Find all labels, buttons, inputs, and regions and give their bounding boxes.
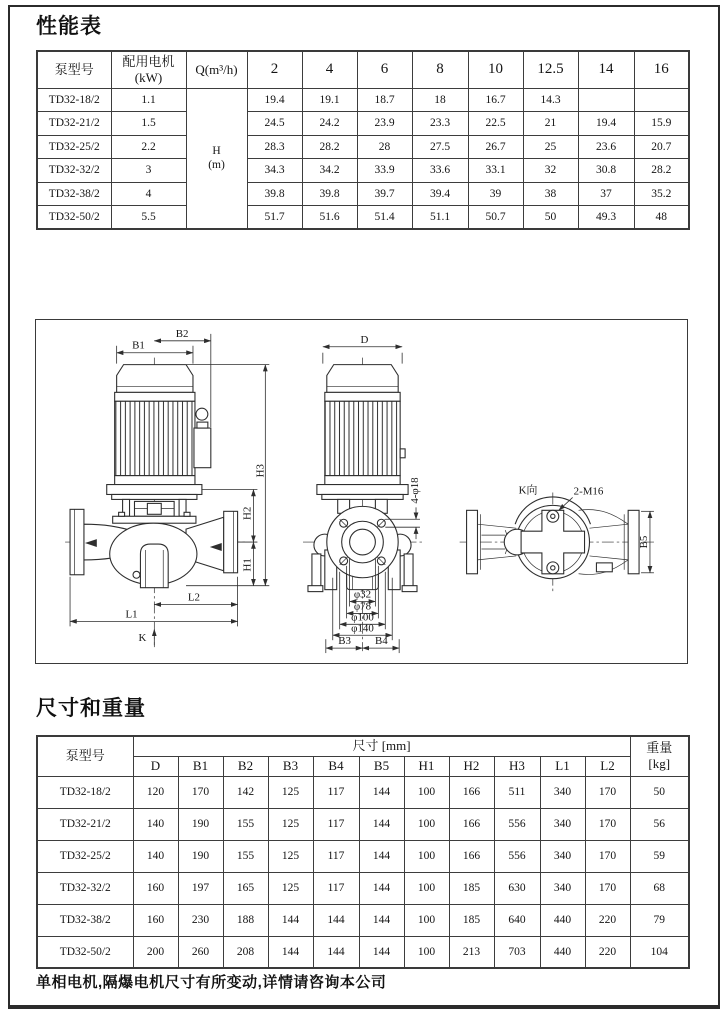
head-value-cell: 27.5: [412, 135, 468, 159]
dimension-value-cell: 100: [404, 904, 449, 936]
dim-col-header: L2: [585, 756, 630, 776]
motor-unit: (kW): [134, 69, 163, 85]
pump-model-cell: TD32-21/2: [37, 808, 133, 840]
dimension-value-cell: 556: [494, 840, 540, 872]
top-view: [460, 482, 654, 591]
head-value-cell: 39.8: [247, 182, 302, 206]
head-value-cell: 18.7: [357, 88, 412, 112]
pump-technical-drawing: [36, 320, 686, 662]
dimension-value-cell: 630: [494, 872, 540, 904]
dim-label-l1: L1: [125, 608, 138, 621]
dimension-value-cell: 197: [178, 872, 223, 904]
pump-model-cell: TD32-50/2: [37, 936, 133, 968]
dimensions-body: [37, 776, 689, 968]
dimension-value-cell: 144: [268, 904, 313, 936]
head-value-cell: 23.6: [578, 135, 634, 159]
head-value-cell: 34.3: [247, 159, 302, 183]
performance-row: [37, 135, 689, 159]
head-value-cell: 23.3: [412, 112, 468, 136]
dim-label-h2: H2: [241, 506, 254, 520]
dim-col-header: D: [133, 756, 178, 776]
dim-col-header: H1: [404, 756, 449, 776]
dim-label-h1: H1: [241, 558, 254, 572]
weight-value-cell: 56: [630, 808, 689, 840]
head-value-cell: 28: [357, 135, 412, 159]
weight-value-cell: 104: [630, 936, 689, 968]
performance-table: [36, 50, 690, 230]
motor-power-cell: 2.2: [111, 135, 186, 159]
pump-model-cell: TD32-21/2: [37, 112, 111, 136]
dim-label-b4: B4: [374, 635, 388, 648]
motor-label: 配用电机: [122, 53, 175, 69]
head-value-cell: 18: [412, 88, 468, 112]
performance-title: 性能表: [36, 15, 102, 38]
weight-value-cell: 50: [630, 776, 689, 808]
col-header-flow-value: 6: [357, 51, 412, 88]
head-value-cell: 50.7: [468, 206, 523, 230]
col-header-motor-power: [111, 51, 186, 88]
dimension-value-cell: 142: [223, 776, 268, 808]
head-value-cell: 15.9: [634, 112, 689, 136]
performance-row: [37, 88, 689, 112]
dimensions-row: [37, 840, 689, 872]
head-value-cell: 39.7: [357, 182, 412, 206]
dim-col-header: B2: [223, 756, 268, 776]
dimension-value-cell: 120: [133, 776, 178, 808]
dimension-value-cell: 511: [494, 776, 540, 808]
head-value-cell: 51.4: [357, 206, 412, 230]
dim-label-k: K: [138, 632, 147, 645]
head-value-cell: 48: [634, 206, 689, 230]
head-value-cell: 33.6: [412, 159, 468, 183]
head-value-cell: 24.5: [247, 112, 302, 136]
dimension-value-cell: 260: [178, 936, 223, 968]
dimension-value-cell: 170: [585, 776, 630, 808]
dimensions-table: [36, 735, 690, 969]
col-header-flow-value: 8: [412, 51, 468, 88]
dimension-value-cell: 144: [313, 936, 359, 968]
motor-power-cell: 4: [111, 182, 186, 206]
motor-power-cell: 1.1: [111, 88, 186, 112]
discharge-flange: [224, 511, 238, 572]
dim-label-b1: B1: [132, 339, 145, 352]
dim-subheader-row: [37, 756, 689, 776]
head-value-cell: 22.5: [468, 112, 523, 136]
dimension-value-cell: 340: [540, 872, 585, 904]
head-value-cell: 21: [523, 112, 578, 136]
bolt: [547, 562, 559, 574]
dim-label-b5: B5: [637, 535, 650, 549]
dimension-value-cell: 100: [404, 776, 449, 808]
dim-col-header: H3: [494, 756, 540, 776]
pump-model-cell: TD32-32/2: [37, 159, 111, 183]
dimension-value-cell: 165: [223, 872, 268, 904]
dimensions-header-row: [37, 736, 689, 756]
dimension-value-cell: 170: [585, 808, 630, 840]
head-value-cell: 25: [523, 135, 578, 159]
lifting-eye: [196, 408, 208, 420]
motor-power-cell: 5.5: [111, 206, 186, 230]
col-header-flow-value: 14: [578, 51, 634, 88]
col-header-dims-mm: 尺寸 [mm]: [133, 736, 630, 756]
head-unit-cell: H (m): [186, 88, 247, 229]
head-value-cell: 34.2: [302, 159, 357, 183]
dimensions-row: [37, 776, 689, 808]
dimension-value-cell: 117: [313, 776, 359, 808]
performance-row: [37, 206, 689, 230]
col-header-pump-model: 泵型号: [37, 736, 133, 776]
dimension-value-cell: 160: [133, 904, 178, 936]
dimension-value-cell: 144: [359, 840, 404, 872]
side-view: [65, 328, 269, 647]
pump-model-cell: TD32-32/2: [37, 872, 133, 904]
dim-col-header: B4: [313, 756, 359, 776]
dimension-value-cell: 220: [585, 904, 630, 936]
dimension-value-cell: 166: [449, 776, 494, 808]
dim-label-d: D: [360, 333, 369, 346]
dimension-value-cell: 213: [449, 936, 494, 968]
dimension-value-cell: 125: [268, 776, 313, 808]
dimension-value-cell: 155: [223, 808, 268, 840]
col-header-flow-value: 12.5: [523, 51, 578, 88]
dimension-value-cell: 170: [178, 776, 223, 808]
head-value-cell: 14.3: [523, 88, 578, 112]
pump-model-cell: TD32-38/2: [37, 904, 133, 936]
dimension-value-cell: 640: [494, 904, 540, 936]
head-value-cell: 39: [468, 182, 523, 206]
weight-value-cell: 79: [630, 904, 689, 936]
weight-value-cell: 68: [630, 872, 689, 904]
pump-model-cell: TD32-18/2: [37, 776, 133, 808]
col-header-pump-model: 泵型号: [37, 51, 111, 88]
performance-body: [37, 88, 689, 229]
dimension-value-cell: 117: [313, 872, 359, 904]
performance-row: [37, 159, 689, 183]
dimension-value-cell: 185: [449, 904, 494, 936]
dimension-value-cell: 100: [404, 936, 449, 968]
drawing-box: [35, 319, 688, 664]
front-view: [303, 334, 424, 653]
head-value-cell: 51.7: [247, 206, 302, 230]
head-value-cell: 19.4: [247, 88, 302, 112]
head-value-cell: 39.4: [412, 182, 468, 206]
dimension-value-cell: 703: [494, 936, 540, 968]
dimension-value-cell: 188: [223, 904, 268, 936]
dimension-value-cell: 185: [449, 872, 494, 904]
dim-label-dia32: φ32: [353, 588, 372, 601]
dim-label-dia100: φ100: [351, 611, 374, 624]
weight-label: 重量: [646, 740, 673, 755]
dimension-value-cell: 125: [268, 808, 313, 840]
pump-model-cell: TD32-18/2: [37, 88, 111, 112]
dimension-value-cell: 117: [313, 808, 359, 840]
dimension-value-cell: 100: [404, 840, 449, 872]
dimension-value-cell: 440: [540, 936, 585, 968]
col-header-flow-value: 10: [468, 51, 523, 88]
col-header-weight: [630, 736, 689, 776]
dimension-value-cell: 144: [359, 808, 404, 840]
dim-col-header: L1: [540, 756, 585, 776]
dimensions-row: [37, 936, 689, 968]
head-value-cell: 19.1: [302, 88, 357, 112]
col-header-flow: Q(m³/h): [186, 51, 247, 88]
dim-label-b2: B2: [175, 327, 189, 340]
head-value-cell: 26.7: [468, 135, 523, 159]
dimension-value-cell: 160: [133, 872, 178, 904]
head-value-cell: [578, 88, 634, 112]
dimension-value-cell: 190: [178, 808, 223, 840]
col-header-flow-value: 16: [634, 51, 689, 88]
head-value-cell: 51.6: [302, 206, 357, 230]
head-value-cell: 19.4: [578, 112, 634, 136]
dim-label-l2: L2: [187, 591, 201, 604]
dimension-value-cell: 166: [449, 808, 494, 840]
dimension-value-cell: 144: [268, 936, 313, 968]
dim-label-h3: H3: [254, 464, 267, 478]
pump-model-cell: TD32-38/2: [37, 182, 111, 206]
head-value-cell: 33.1: [468, 159, 523, 183]
dimension-value-cell: 155: [223, 840, 268, 872]
dimensions-row: [37, 904, 689, 936]
dim-col-header: B3: [268, 756, 313, 776]
head-value-cell: 38: [523, 182, 578, 206]
bolt: [547, 510, 559, 522]
head-value-cell: 20.7: [634, 135, 689, 159]
head-value-cell: 32: [523, 159, 578, 183]
flange: [467, 510, 478, 573]
dimension-value-cell: 140: [133, 808, 178, 840]
dimensions-row: [37, 808, 689, 840]
dimension-value-cell: 117: [313, 840, 359, 872]
suction-flange: [70, 509, 84, 574]
dim-label-dia140: φ140: [351, 622, 374, 635]
head-value-cell: 23.9: [357, 112, 412, 136]
col-header-flow-value: 4: [302, 51, 357, 88]
dim-label-dia78: φ78: [353, 600, 372, 613]
head-value-cell: 30.8: [578, 159, 634, 183]
dimension-value-cell: 208: [223, 936, 268, 968]
dimension-value-cell: 170: [585, 840, 630, 872]
dimension-value-cell: 100: [404, 872, 449, 904]
head-value-cell: 39.8: [302, 182, 357, 206]
performance-header-row: [37, 51, 689, 88]
dimension-value-cell: 100: [404, 808, 449, 840]
dimension-value-cell: 125: [268, 840, 313, 872]
dimension-value-cell: 556: [494, 808, 540, 840]
dimension-value-cell: 340: [540, 776, 585, 808]
head-value-cell: 35.2: [634, 182, 689, 206]
head-value-cell: 37: [578, 182, 634, 206]
dimension-value-cell: 340: [540, 808, 585, 840]
terminal-box: [194, 428, 211, 468]
head-value-cell: 51.1: [412, 206, 468, 230]
dim-label-bolt-holes: 4-φ18: [408, 477, 421, 504]
dimension-value-cell: 140: [133, 840, 178, 872]
dimension-value-cell: 440: [540, 904, 585, 936]
drain-plug: [133, 571, 140, 578]
dimension-value-cell: 166: [449, 840, 494, 872]
thread-label: 2-M16: [573, 485, 604, 498]
dimension-value-cell: 144: [359, 904, 404, 936]
dimension-value-cell: 170: [585, 872, 630, 904]
head-value-cell: 33.9: [357, 159, 412, 183]
head-value-cell: 50: [523, 206, 578, 230]
dim-label-b3: B3: [338, 635, 352, 648]
view-direction-label: K向: [518, 484, 538, 497]
col-header-flow-value: 2: [247, 51, 302, 88]
dimensions-row: [37, 872, 689, 904]
dimension-value-cell: 144: [313, 904, 359, 936]
dimension-value-cell: 340: [540, 840, 585, 872]
dimension-value-cell: 125: [268, 872, 313, 904]
pump-model-cell: TD32-25/2: [37, 840, 133, 872]
performance-row: [37, 182, 689, 206]
dimension-value-cell: 230: [178, 904, 223, 936]
head-value-cell: 28.2: [634, 159, 689, 183]
dimension-value-cell: 190: [178, 840, 223, 872]
head-value-cell: 28.3: [247, 135, 302, 159]
dim-col-header: H2: [449, 756, 494, 776]
head-value-cell: 24.2: [302, 112, 357, 136]
dim-col-header: B1: [178, 756, 223, 776]
head-value-cell: [634, 88, 689, 112]
weight-value-cell: 59: [630, 840, 689, 872]
dimension-value-cell: 220: [585, 936, 630, 968]
dim-col-header: B5: [359, 756, 404, 776]
dimension-value-cell: 144: [359, 776, 404, 808]
dimension-value-cell: 144: [359, 936, 404, 968]
performance-row: [37, 112, 689, 136]
pump-model-cell: TD32-25/2: [37, 135, 111, 159]
footer-note: 单相电机,隔爆电机尺寸有所变动,详情请咨询本公司: [36, 974, 387, 991]
dimension-value-cell: 200: [133, 936, 178, 968]
motor-power-cell: 3: [111, 159, 186, 183]
head-value-cell: 28.2: [302, 135, 357, 159]
pump-model-cell: TD32-50/2: [37, 206, 111, 230]
head-value-cell: 16.7: [468, 88, 523, 112]
dimension-value-cell: 144: [359, 872, 404, 904]
motor-power-cell: 1.5: [111, 112, 186, 136]
weight-unit: [kg]: [648, 756, 671, 772]
dimensions-title: 尺寸和重量: [36, 697, 146, 720]
head-value-cell: 49.3: [578, 206, 634, 230]
